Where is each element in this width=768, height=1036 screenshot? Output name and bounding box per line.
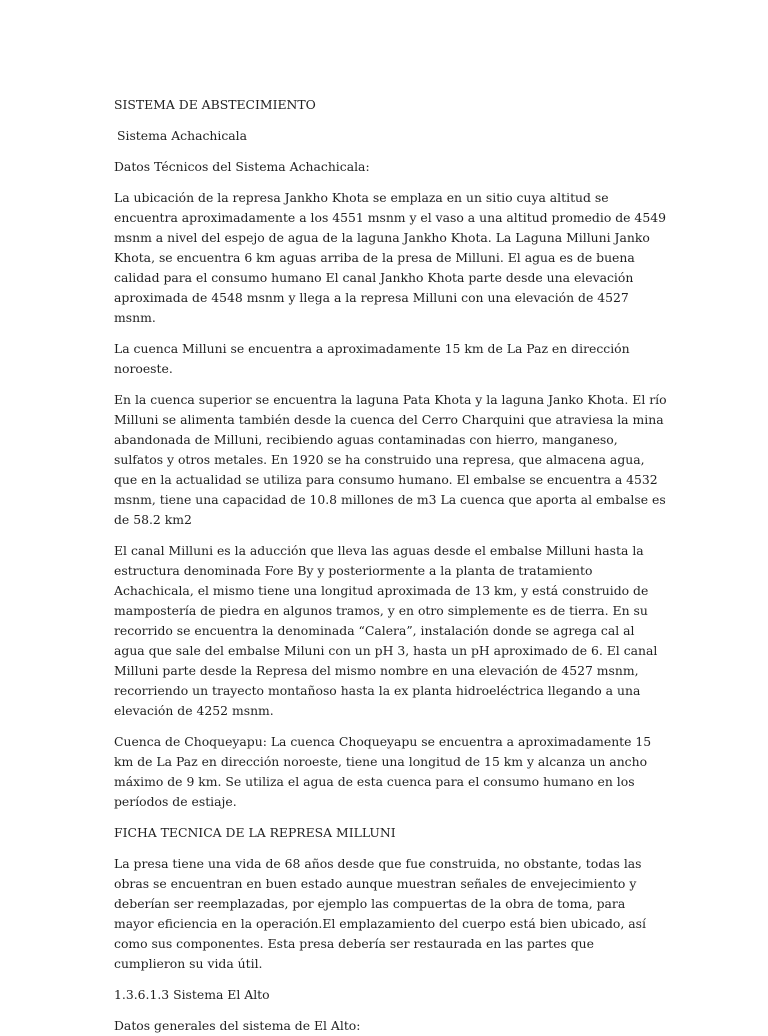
document-subheading: Sistema Achachicala bbox=[117, 128, 248, 143]
technical-data-title: Datos Técnicos del Sistema Achachicala: bbox=[114, 159, 370, 174]
paragraph-choqueyapu: Cuenca de Choqueyapu: La cuenca Choqueyapu se encuentra a aproximadamente 15 km de La Paz en dirección noroeste, tiene una longitud de 15 km y alcanza un ancho máximo de 9 km. Se utiliza el agua de esta cuenca para el consumo humano en los períodos de estiaje. bbox=[114, 734, 652, 809]
paragraph-canal-milluni: El canal Milluni es la aducción que lleva las aguas desde el embalse Milluni hasta la estructura denominada Fore By y posteriormente a la planta de tratamiento Achachicala, el mismo tiene una longitud aproximada de 13 km, y está construido de mampostería de piedra en algunos tramos, y en otro simplemente es de tierra. En su recorrido se encuentra la denominada “Calera”, instalación donde se agrega cal al agua que sale del embalse Miluni con un pH 3, hasta un pH aproximado de 6. El canal Milluni parte desde la Represa del mismo nombre en una elevación de 4527 msnm, recorriendo un trayecto montañoso hasta la ex planta hidroeléctrica llegando a una elevación de 4252 msnm. bbox=[114, 543, 658, 718]
paragraph-jankho-khota: La ubicación de la represa Jankho Khota se emplaza en un sitio cuya altitud se encuentra aproximadamente a los 4551 msnm y el vaso a una altitud promedio de 4549 msnm a nivel del espejo de agua de la laguna Jankho Khota. La Laguna Milluni Janko Khota, se encuentra 6 km aguas arriba de la presa de Milluni. El agua es de buena calidad para el consumo humano El canal Jankho Khota parte desde una elevación aproximada de 4548 msnm y llega a la represa Milluni con una elevación de 4527 msnm. bbox=[114, 190, 666, 325]
paragraph-cuenca-milluni: La cuenca Milluni se encuentra a aproximadamente 15 km de La Paz en dirección noroeste. bbox=[114, 341, 630, 376]
document-heading: SISTEMA DE ABSTECIMIENTO bbox=[114, 97, 316, 112]
section-heading-el-alto: 1.3.6.1.3 Sistema El Alto bbox=[114, 987, 270, 1002]
paragraph-cuenca-superior: En la cuenca superior se encuentra la laguna Pata Khota y la laguna Janko Khota. El río Milluni se alimenta también desde la cuenca del Cerro Charquini que atraviesa la mina abandonada de Milluni, recibiendo aguas contaminadas con hierro, manganeso, sulfatos y otros metales. En 1920 se ha construido una represa, que almacena agua, que en la actualidad se utiliza para consumo humano. El embalse se encuentra a 4532 msnm, tiene una capacidad de 10.8 millones de m3 La cuenca que aporta al embalse es de 58.2 km2 bbox=[114, 392, 667, 527]
general-data-title: Datos generales del sistema de El Alto: bbox=[114, 1018, 361, 1033]
ficha-tecnica-heading: FICHA TECNICA DE LA REPRESA MILLUNI bbox=[114, 825, 396, 840]
paragraph-presa-vida: La presa tiene una vida de 68 años desde que fue construida, no obstante, todas las obras se encuentran en buen estado aunque muestran señales de envejecimiento y deberían ser reemplazadas, por ejemplo las compuertas de la obra de toma, para mayor eficiencia en la operación.El emplazamiento del cuerpo está bien ubicado, así como sus componentes. Esta presa debería ser restaurada en las partes que cumplieron su vida útil. bbox=[114, 856, 646, 971]
